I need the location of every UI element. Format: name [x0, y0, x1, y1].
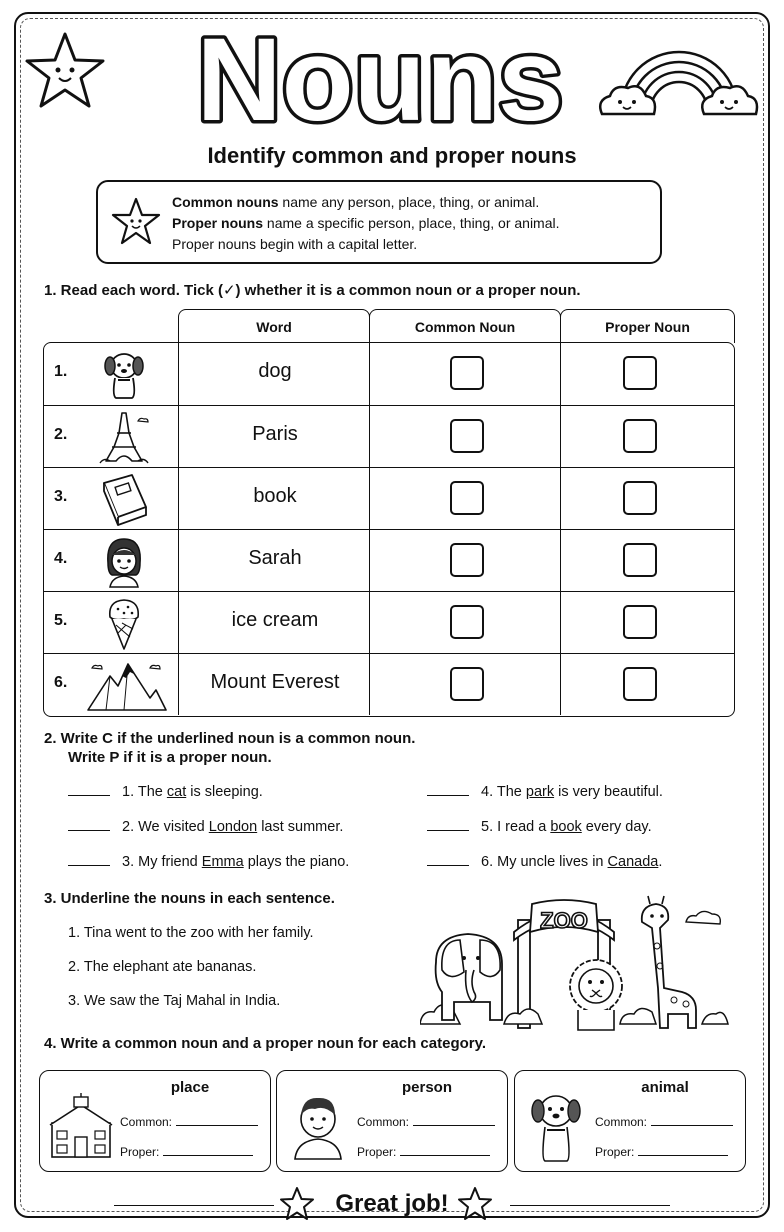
proper-noun-checkbox[interactable]	[623, 356, 657, 390]
section-4-heading: 4. Write a common noun and a proper noun for each category.	[44, 1035, 487, 1052]
book-icon	[96, 471, 152, 527]
proper-answer-line[interactable]	[163, 1155, 253, 1156]
sentence-item: 3. We saw the Taj Mahal in India.	[68, 993, 281, 1009]
answer-blank[interactable]	[427, 865, 469, 866]
table-row: 3. book	[44, 467, 734, 529]
sentence-item: 2. We visited London last summer.	[68, 819, 343, 835]
common-noun-checkbox[interactable]	[450, 605, 484, 639]
mountain-icon	[84, 658, 168, 714]
common-answer-line[interactable]	[176, 1125, 258, 1126]
proper-line: Proper:	[120, 1145, 253, 1159]
ice-cream-icon	[96, 595, 152, 651]
answer-blank[interactable]	[68, 830, 110, 831]
table-body	[43, 342, 735, 717]
word-cell: ice cream	[231, 609, 319, 631]
sentence-item: 4. The park is very beautiful.	[427, 784, 663, 800]
definition-capital: Proper nouns begin with a capital letter.	[172, 236, 418, 252]
definition-box	[96, 180, 662, 264]
school-icon	[46, 1091, 116, 1161]
smiling-star-icon	[22, 30, 108, 112]
sentence-item: 6. My uncle lives in Canada.	[427, 854, 662, 870]
eiffel-tower-icon	[96, 409, 152, 465]
proper-answer-line[interactable]	[400, 1155, 490, 1156]
table-row: 2. Paris	[44, 405, 734, 467]
category-card-animal	[514, 1070, 746, 1172]
table-row: 6. Mount Everest	[44, 653, 734, 715]
cloud-icon	[686, 911, 720, 924]
section-3-heading: 3. Underline the nouns in each sentence.	[44, 890, 335, 907]
proper-noun-checkbox[interactable]	[623, 543, 657, 577]
answer-blank[interactable]	[68, 865, 110, 866]
common-noun-checkbox[interactable]	[450, 667, 484, 701]
section-2-heading: 2. Write C if the underlined noun is a common noun.	[44, 730, 416, 747]
proper-noun-checkbox[interactable]	[623, 605, 657, 639]
definition-proper: Proper nouns name a specific person, place, thing, or animal.	[172, 215, 560, 231]
girl-icon	[96, 533, 152, 589]
word-cell: Paris	[252, 423, 298, 445]
boy-icon	[285, 1089, 351, 1161]
card-title: place	[170, 1079, 210, 1096]
category-card-person	[276, 1070, 508, 1172]
category-card-place	[39, 1070, 271, 1172]
table-row: 5. ice cream	[44, 591, 734, 653]
dog-icon	[96, 346, 152, 402]
common-noun-checkbox[interactable]	[450, 481, 484, 515]
proper-answer-line[interactable]	[638, 1155, 728, 1156]
footer-message: Great job!	[335, 1190, 449, 1217]
sentence-item: 5. I read a book every day.	[427, 819, 652, 835]
common-answer-line[interactable]	[413, 1125, 495, 1126]
page-title: Nouns	[196, 20, 564, 140]
proper-noun-checkbox[interactable]	[623, 419, 657, 453]
answer-blank[interactable]	[427, 795, 469, 796]
common-noun-checkbox[interactable]	[450, 419, 484, 453]
dog-icon	[523, 1085, 589, 1165]
word-cell: Sarah	[248, 547, 302, 569]
card-title: person	[401, 1079, 452, 1096]
header-proper-noun: Proper Noun	[560, 309, 735, 343]
proper-line: Proper:	[357, 1145, 490, 1159]
common-noun-checkbox[interactable]	[450, 543, 484, 577]
common-line: Common:	[357, 1115, 495, 1129]
proper-noun-checkbox[interactable]	[623, 481, 657, 515]
lion-icon	[570, 960, 622, 1030]
sentence-item: 3. My friend Emma plays the piano.	[68, 854, 349, 870]
table-row: 4. Sarah	[44, 529, 734, 591]
word-cell: book	[253, 485, 297, 507]
header-common-noun: Common Noun	[369, 309, 561, 343]
definition-common: Common nouns name any person, place, thing, or animal.	[172, 194, 540, 210]
smiling-star-icon	[110, 196, 162, 248]
word-cell: Mount Everest	[210, 671, 340, 693]
sentence-item: 1. Tina went to the zoo with her family.	[68, 925, 314, 941]
proper-noun-checkbox[interactable]	[623, 667, 657, 701]
answer-blank[interactable]	[68, 795, 110, 796]
table-header	[178, 309, 735, 343]
page-subtitle: Identify common and proper nouns	[207, 143, 577, 168]
section-2-heading-line2: Write P if it is a proper noun.	[68, 749, 272, 766]
common-answer-line[interactable]	[651, 1125, 733, 1126]
section-1-heading: 1. Read each word. Tick (✓) whether it is a common noun or a proper noun.	[44, 282, 581, 299]
zoo-sign: ZOO	[540, 908, 588, 933]
common-line: Common:	[120, 1115, 258, 1129]
table-row: 1. dog	[44, 343, 734, 405]
elephant-icon	[436, 934, 502, 1020]
giraffe-icon	[642, 896, 696, 1028]
common-noun-checkbox[interactable]	[450, 356, 484, 390]
card-title: animal	[641, 1079, 689, 1096]
header-word: Word	[178, 309, 370, 343]
zoo-illustration	[420, 892, 730, 1032]
proper-line: Proper:	[595, 1145, 728, 1159]
page-title-graphic	[160, 20, 600, 140]
word-cell: dog	[258, 360, 292, 382]
answer-blank[interactable]	[427, 830, 469, 831]
rainbow-icon	[596, 30, 762, 126]
common-line: Common:	[595, 1115, 733, 1129]
sentence-item: 2. The elephant ate bananas.	[68, 959, 257, 975]
sentence-item: 1. The cat is sleeping.	[68, 784, 263, 800]
